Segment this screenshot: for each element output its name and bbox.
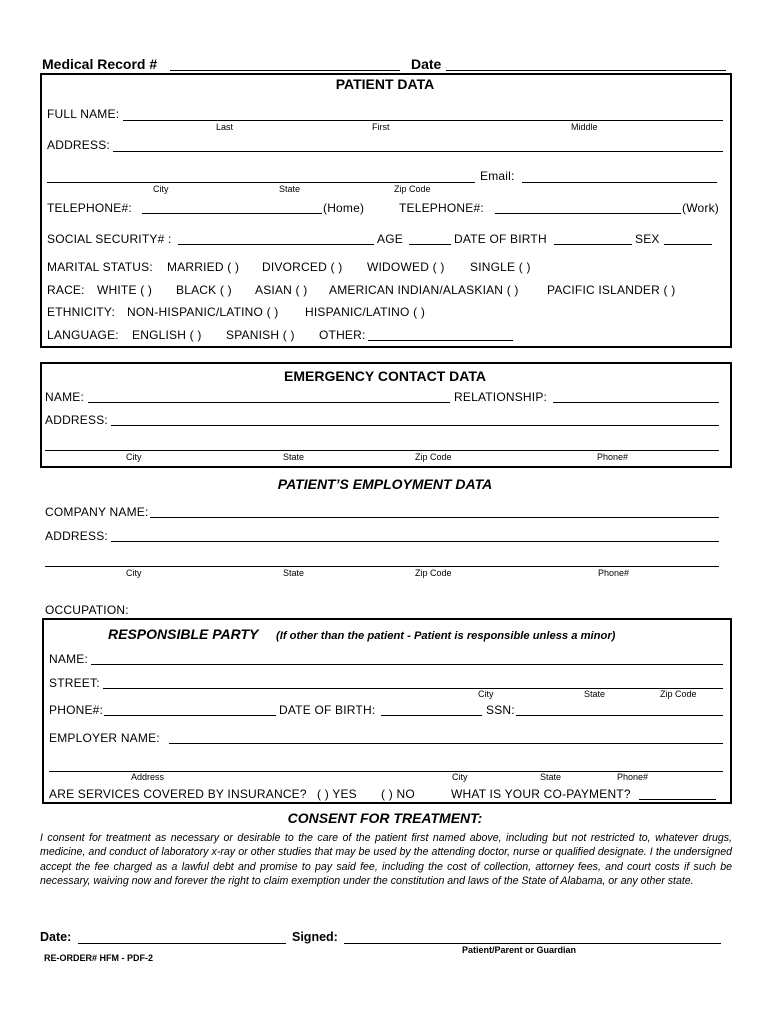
responsible-dob-field[interactable] (381, 715, 482, 716)
asian-option[interactable]: ASIAN ( ) (255, 283, 308, 297)
emergency-address-label: ADDRESS: (45, 413, 108, 427)
email-label: Email: (480, 169, 515, 183)
guardian-caption: Patient/Parent or Guardian (462, 945, 577, 955)
responsible-phone-field[interactable] (104, 715, 276, 716)
other-language-label: OTHER: (319, 328, 366, 342)
employer-address-caption: Address (131, 772, 165, 782)
insurance-question: ARE SERVICES COVERED BY INSURANCE? (49, 787, 307, 801)
white-option[interactable]: WHITE ( ) (97, 283, 153, 297)
responsible-party-title: RESPONSIBLE PARTY (108, 626, 259, 642)
english-option[interactable]: ENGLISH ( ) (132, 328, 202, 342)
black-option[interactable]: BLACK ( ) (176, 283, 232, 297)
responsible-ssn-label: SSN: (486, 703, 515, 717)
date-field[interactable] (446, 70, 726, 71)
signature-date-field[interactable] (78, 943, 286, 944)
divorced-option[interactable]: DIVORCED ( ) (262, 260, 343, 274)
state-caption: State (279, 184, 301, 194)
work-telephone-field[interactable] (495, 213, 681, 214)
dob-label: DATE OF BIRTH (454, 232, 547, 246)
ssn-field[interactable] (178, 244, 374, 245)
employment-state-caption: State (283, 568, 305, 578)
employment-address-field[interactable] (111, 541, 719, 542)
signature-date-label: Date: (40, 930, 72, 944)
emergency-city-line[interactable] (45, 450, 719, 451)
consent-text: I consent for treatment as necessary or desirable to the care of the patient first named above, including but not restricted to, whatever drugs, medicine, and conduct of laboratory x-ray or other studies that may be used by the attending doctor, nurse or qualified designate. I the undersigned accept the fee charged as a lawful debt and promise to pay said fee, including the cost of collection, attorney fees, and court costs if such be necessary, waiving now and forever the right to claim exemption under the constitution and laws of the State of Alabama, or any other state. (40, 832, 732, 888)
american-indian-option[interactable]: AMERICAN INDIAN/ALASKIAN ( ) (329, 283, 519, 297)
language-label: LANGUAGE: (47, 328, 119, 342)
employment-address-label: ADDRESS: (45, 529, 108, 543)
copayment-field[interactable] (639, 799, 716, 800)
employment-city-caption: City (126, 568, 142, 578)
pacific-islander-option[interactable]: PACIFIC ISLANDER ( ) (547, 283, 676, 297)
sex-label: SEX (635, 232, 660, 246)
consent-title: CONSENT FOR TREATMENT: (287, 810, 483, 826)
responsible-dob-label: DATE OF BIRTH: (279, 703, 376, 717)
full-name-field[interactable] (123, 120, 723, 121)
emergency-address-field[interactable] (111, 425, 719, 426)
emergency-name-label: NAME: (45, 390, 85, 404)
employer-name-field[interactable] (169, 743, 723, 744)
insurance-no-option[interactable]: ( ) NO (381, 787, 415, 801)
single-option[interactable]: SINGLE ( ) (470, 260, 531, 274)
signed-label: Signed: (292, 930, 338, 944)
employer-phone-caption: Phone# (617, 772, 649, 782)
ethnicity-label: ETHNICITY: (47, 305, 116, 319)
reorder-code: RE-ORDER# HFM - PDF-2 (44, 953, 154, 963)
relationship-label: RELATIONSHIP: (454, 390, 548, 404)
ssn-label: SOCIAL SECURITY# : (47, 232, 172, 246)
hispanic-option[interactable]: HISPANIC/LATINO ( ) (305, 305, 426, 319)
address-field[interactable] (113, 151, 723, 152)
employment-phone-caption: Phone# (598, 568, 630, 578)
company-name-label: COMPANY NAME: (45, 505, 149, 519)
employment-zip-caption: Zip Code (415, 568, 452, 578)
copayment-label: WHAT IS YOUR CO-PAYMENT? (451, 787, 631, 801)
zip-caption: Zip Code (394, 184, 431, 194)
emergency-phone-caption: Phone# (597, 452, 629, 462)
emergency-zip-caption: Zip Code (415, 452, 452, 462)
age-label: AGE (377, 232, 403, 246)
medical-record-label: Medical Record # (42, 56, 158, 72)
responsible-state-caption: State (584, 689, 606, 699)
sex-field[interactable] (664, 244, 712, 245)
first-name-caption: First (372, 122, 390, 132)
employer-city-caption: City (452, 772, 468, 782)
emergency-state-caption: State (283, 452, 305, 462)
spanish-option[interactable]: SPANISH ( ) (226, 328, 295, 342)
city-state-zip-field[interactable] (47, 182, 475, 183)
responsible-party-subtitle: (If other than the patient - Patient is responsible unless a minor) (276, 630, 616, 642)
signature-field[interactable] (344, 943, 721, 944)
responsible-name-field[interactable] (91, 664, 723, 665)
employment-city-line[interactable] (45, 566, 719, 567)
responsible-phone-label: PHONE#: (49, 703, 104, 717)
full-name-label: FULL NAME: (47, 107, 120, 121)
relationship-field[interactable] (553, 402, 719, 403)
employment-title: PATIENT’S EMPLOYMENT DATA (277, 476, 493, 492)
date-label: Date (411, 56, 442, 72)
emergency-name-field[interactable] (88, 402, 450, 403)
race-label: RACE: (47, 283, 85, 297)
work-telephone-label: TELEPHONE#: (399, 201, 484, 215)
responsible-zip-caption: Zip Code (660, 689, 697, 699)
street-field[interactable] (103, 688, 723, 689)
medical-record-field[interactable] (170, 70, 400, 71)
street-label: STREET: (49, 676, 100, 690)
dob-field[interactable] (554, 244, 632, 245)
city-caption: City (153, 184, 169, 194)
widowed-option[interactable]: WIDOWED ( ) (367, 260, 445, 274)
age-field[interactable] (409, 244, 451, 245)
marital-status-label: MARITAL STATUS: (47, 260, 153, 274)
employer-state-caption: State (540, 772, 562, 782)
patient-data-title: PATIENT DATA (335, 76, 435, 92)
company-name-field[interactable] (150, 517, 719, 518)
occupation-label: OCCUPATION: (45, 603, 129, 617)
last-name-caption: Last (216, 122, 234, 132)
other-language-field[interactable] (368, 340, 513, 341)
married-option[interactable]: MARRIED ( ) (167, 260, 240, 274)
responsible-ssn-field[interactable] (516, 715, 723, 716)
email-field[interactable] (522, 182, 717, 183)
emergency-city-caption: City (126, 452, 142, 462)
middle-name-caption: Middle (571, 122, 598, 132)
work-caption: (Work) (682, 201, 719, 215)
home-caption: (Home) (323, 201, 365, 215)
home-telephone-field[interactable] (142, 213, 322, 214)
emergency-contact-title: EMERGENCY CONTACT DATA (284, 368, 486, 384)
employer-name-label: EMPLOYER NAME: (49, 731, 160, 745)
non-hispanic-option[interactable]: NON-HISPANIC/LATINO ( ) (127, 305, 279, 319)
responsible-city-caption: City (478, 689, 494, 699)
responsible-name-label: NAME: (49, 652, 89, 666)
insurance-yes-option[interactable]: ( ) YES (317, 787, 357, 801)
address-label: ADDRESS: (47, 138, 110, 152)
home-telephone-label: TELEPHONE#: (47, 201, 132, 215)
